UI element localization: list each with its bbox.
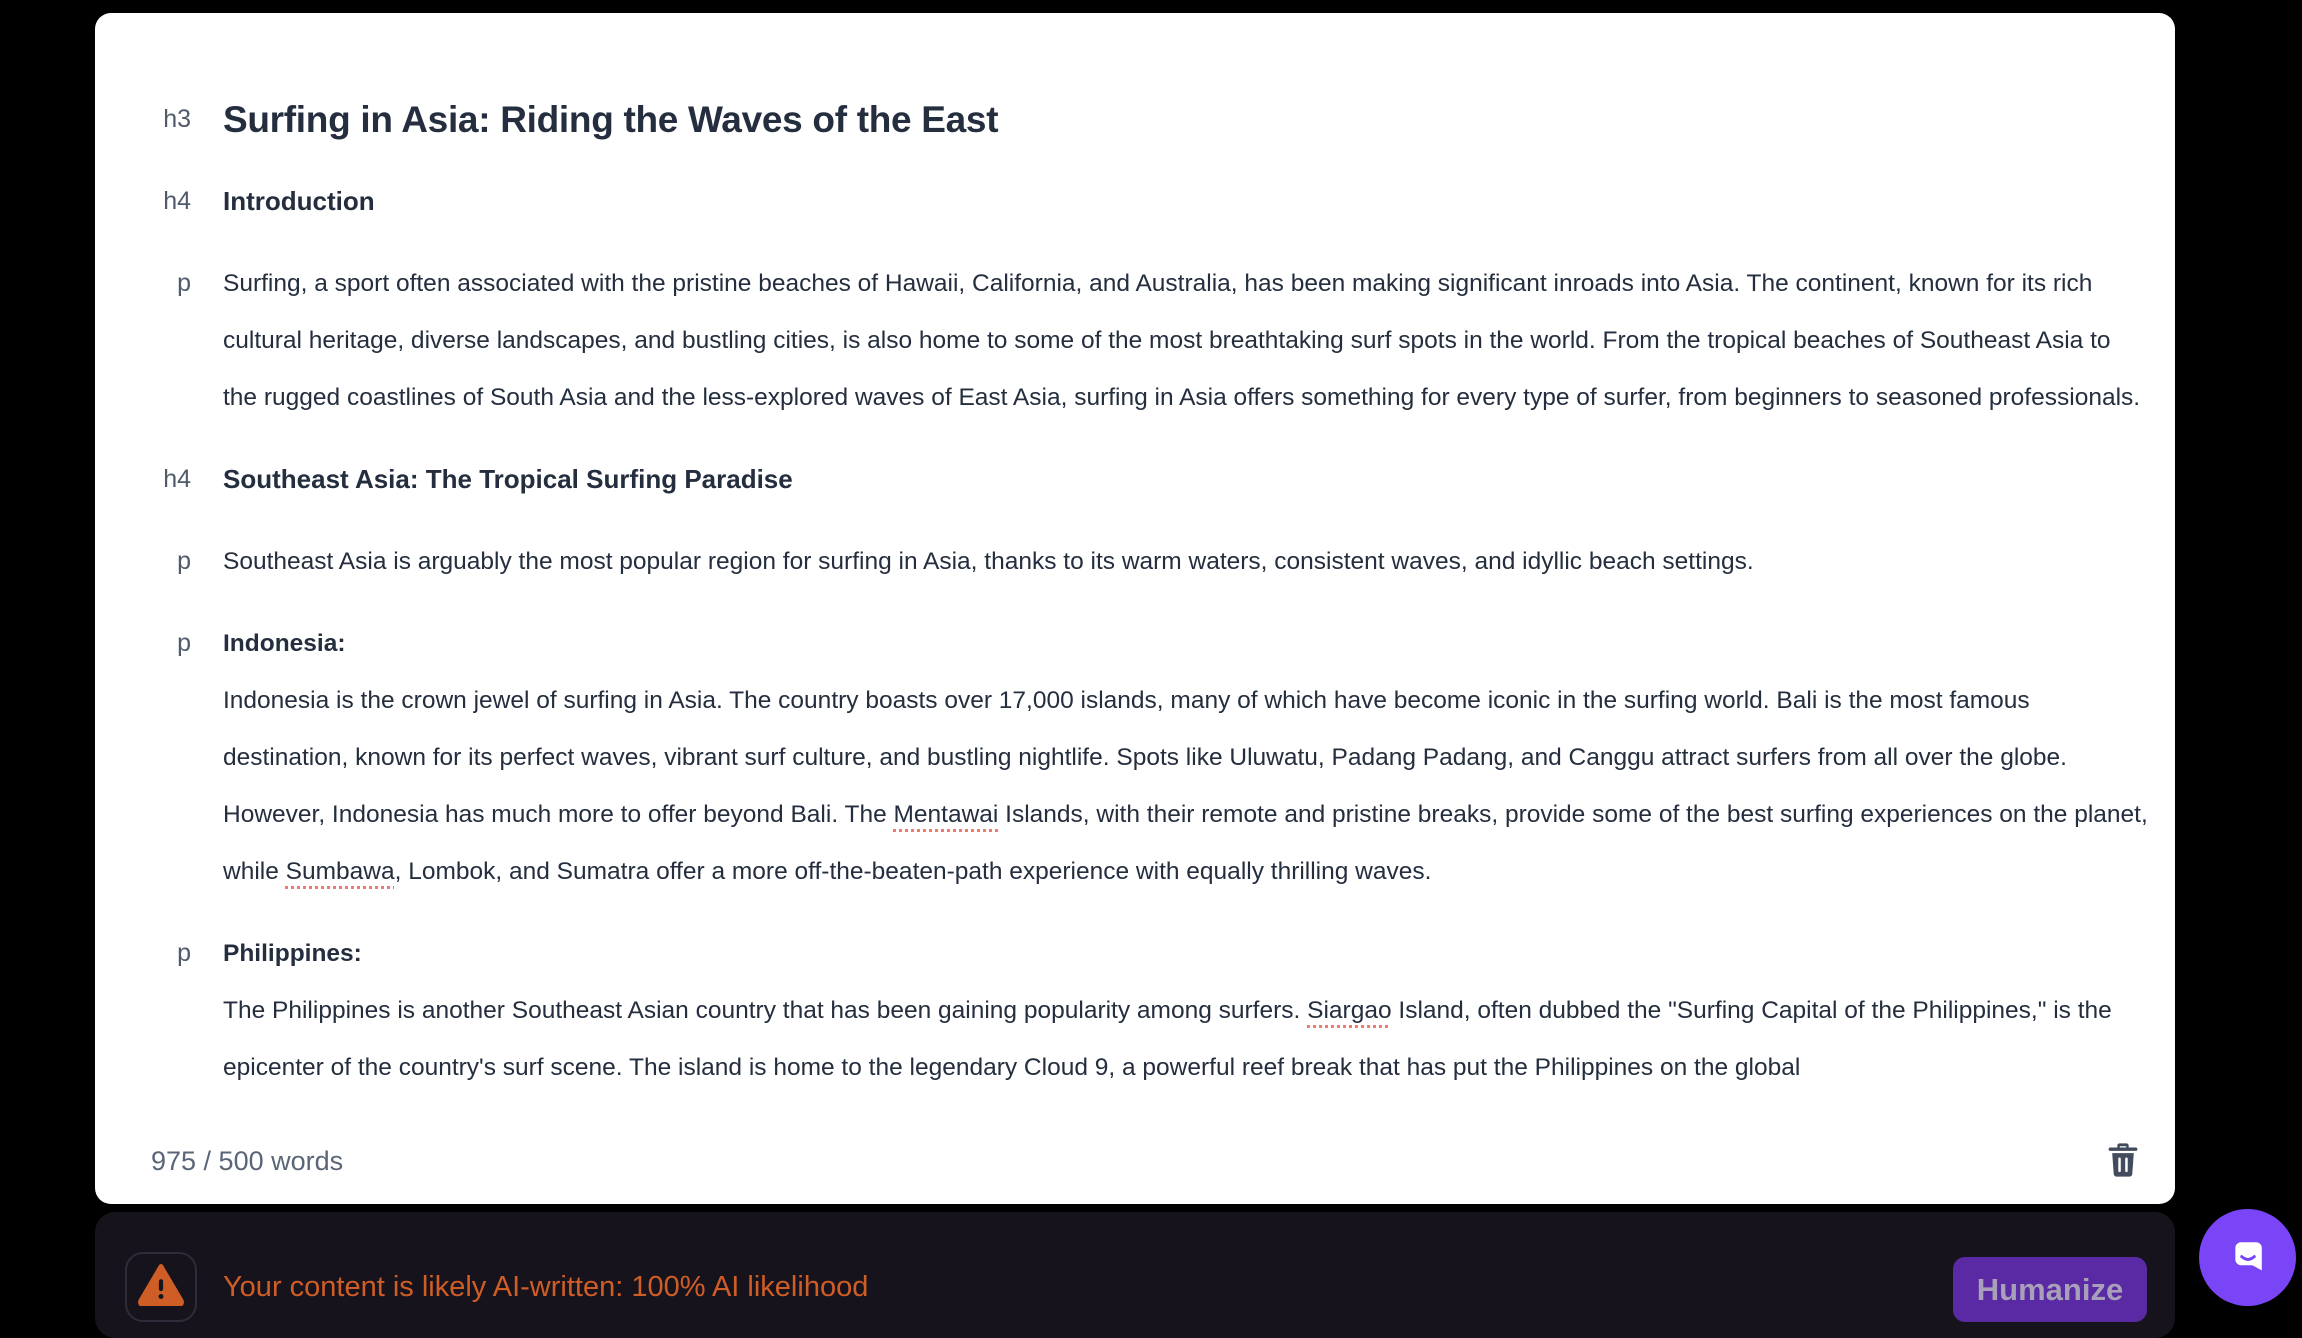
editor-panel: [95, 13, 2175, 1204]
word-count: 975 / 500 words: [151, 1145, 344, 1176]
block-text[interactable]: [223, 91, 2151, 148]
text-segment: Indonesia:: [223, 630, 346, 657]
block-tag-label: p: [177, 629, 191, 657]
document-content[interactable]: [95, 13, 2175, 1096]
block-tag-label: h3: [163, 105, 191, 133]
doc-block-p[interactable]: [145, 255, 2151, 426]
block-text[interactable]: [223, 173, 2151, 230]
text-segment: Surfing in Asia: Riding the Waves of the East: [223, 99, 999, 140]
text-segment: Southeast Asia is arguably the most popular region for surfing in Asia, thanks to its warm waters, consistent waves, and idyllic beach settings.: [223, 548, 1754, 575]
trash-icon: [2106, 1142, 2140, 1181]
block-text[interactable]: [223, 615, 2151, 900]
block-text[interactable]: [223, 451, 2151, 508]
ai-likelihood-text: Your content is likely AI-written: 100% AI likelihood: [223, 1270, 869, 1303]
doc-block-h4[interactable]: [145, 173, 2151, 230]
ai-warning: [125, 1252, 868, 1322]
doc-block-h3[interactable]: [145, 91, 2151, 148]
text-segment: Introduction: [223, 186, 375, 216]
ai-detection-status-bar: [95, 1212, 2175, 1338]
block-tag-label: p: [177, 269, 191, 297]
block-text[interactable]: [223, 533, 2151, 590]
text-segment: Island, often dubbed the "Surfing Capital of the Philippines," is the epicenter of the country's surf scene. The island is home to the legendary Cloud 9, a powerful reef break that has put the Philippines on the global: [223, 997, 2112, 1081]
warning-icon-frame: [125, 1252, 197, 1322]
document-editor[interactable]: [95, 13, 2175, 1126]
block-tag-label: h4: [163, 465, 191, 493]
doc-block-p[interactable]: [145, 533, 2151, 590]
block-tag-label: p: [177, 939, 191, 967]
text-segment: Southeast Asia: The Tropical Surfing Paradise: [223, 464, 793, 494]
misspelled-word: Sumbawa: [285, 858, 395, 885]
text-segment: Philippines:: [223, 940, 362, 967]
misspelled-word: Siargao: [1307, 997, 1392, 1024]
block-text[interactable]: [223, 925, 2151, 1096]
block-text[interactable]: [223, 255, 2151, 426]
doc-block-p[interactable]: [145, 615, 2151, 900]
delete-content-button[interactable]: [2103, 1141, 2143, 1181]
warning-triangle-icon: [138, 1264, 184, 1311]
text-segment: The Philippines is another Southeast Asian country that has been gaining popularity among surfers.: [223, 997, 1308, 1024]
text-segment: Islands, with their remote and pristine breaks, provide some of the best surfing experiences on the planet, while: [223, 801, 2148, 885]
editor-footer: [95, 1126, 2175, 1204]
block-tag-label: p: [177, 547, 191, 575]
chat-bubble-icon: [2225, 1232, 2271, 1283]
humanize-button[interactable]: Humanize: [1953, 1257, 2147, 1322]
text-segment: Surfing, a sport often associated with the pristine beaches of Hawaii, California, and Australia, has been making significant inroads into Asia. The continent, known for its rich cultural heritage, diverse landscapes, and bustling cities, is also home to some of the most breathtaking surf spots in the world. From the tropical beaches of Southeast Asia to the rugged coastlines of South Asia and the less-explored waves of East Asia, surfing in Asia offers something for every type of surfer, from beginners to seasoned professionals.: [223, 270, 2141, 411]
text-segment: , Lombok, and Sumatra offer a more off-the-beaten-path experience with equally thrilling waves.: [394, 858, 1432, 885]
chat-launcher-button[interactable]: [2199, 1209, 2296, 1306]
block-tag-label: h4: [163, 187, 191, 215]
text-segment: Indonesia is the crown jewel of surfing in Asia. The country boasts over 17,000 islands, many of which have become iconic in the surfing world. Bali is the most famous destination, known for its perfect waves, vibrant surf culture, and bustling nightlife. Spots like Uluwatu, Padang Padang, and Canggu attract surfers from all over the globe. However, Indonesia has much more to offer beyond Bali. The: [223, 687, 2067, 828]
misspelled-word: Mentawai: [893, 801, 999, 828]
doc-block-h4[interactable]: [145, 451, 2151, 508]
doc-block-p[interactable]: [145, 925, 2151, 1096]
